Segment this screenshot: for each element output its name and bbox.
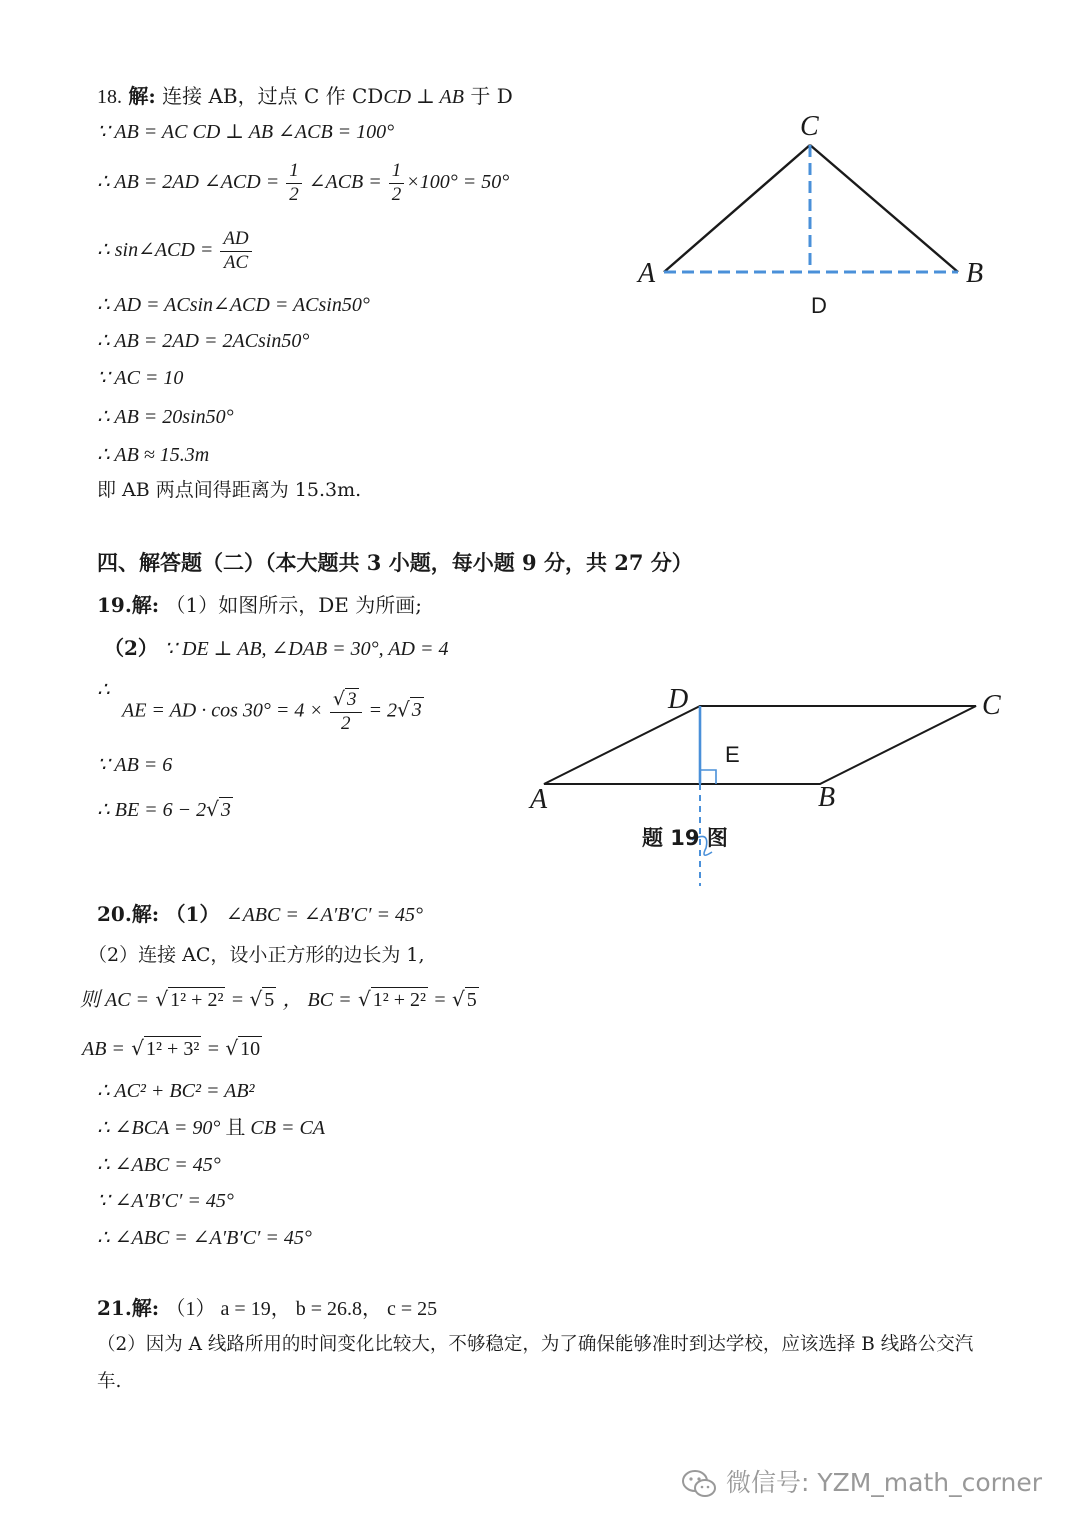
q18-triangle-figure <box>620 100 1020 320</box>
q19-part2-math: ∵ DE ⊥ AB, ∠DAB = 30°, AD = 4 <box>164 638 449 660</box>
figure-caption: 题 19 图 <box>642 826 728 850</box>
side-cb <box>810 145 958 272</box>
q20-part1-label: （1） <box>165 902 220 926</box>
section4-heading: 四、解答题（二）（本大题共 3 小题，每小题 9 分，共 27 分） <box>97 550 693 575</box>
q19-part1-line <box>97 595 422 615</box>
q20-step4: ∵ ∠A′B′C′ = 45° <box>97 1190 234 1212</box>
q18-step3-a: ∴ sin∠ACD = <box>97 238 214 261</box>
q20-part1-line <box>97 904 423 925</box>
label-b: B <box>966 258 984 289</box>
watermark <box>680 1463 1042 1501</box>
q19-be-sqrt3: 3 <box>220 799 231 821</box>
q18-step2-c: ×100° = 50° <box>406 170 510 193</box>
q20-step1: ∴ AC² + BC² = AB² <box>97 1080 255 1102</box>
q20-step2: ∴ ∠BCA = 90° 且 CB = CA <box>97 1117 325 1139</box>
q20-part2: （2）连接 AC，设小正方形的边长为 1, <box>88 944 425 966</box>
q21-part2-line2: 车. <box>97 1371 122 1392</box>
label-b: B <box>818 782 836 813</box>
q20-ab-line: AB = √ 1² + 3² = √ 10 <box>82 1036 261 1060</box>
q19-ae-sqrt3: 3 <box>411 699 422 722</box>
q19-part2-line <box>104 638 448 659</box>
q19-parallelogram-figure <box>510 680 1030 890</box>
q20-ab-radicand: 1² + 3² <box>146 1038 200 1060</box>
q19-step3: ∴ BE = 6 − 2√ 3 <box>97 797 231 821</box>
q18-step2-a: ∴ AB = 2AD ∠ACD = <box>97 170 280 193</box>
q18-half-frac-1: $\frac{1}{2}$ <box>286 160 302 207</box>
q19-ae-a: AE = AD · cos 30° = 4 × <box>122 699 323 722</box>
q18-title-text: 连接 AB，过点 C 作 CD <box>162 84 384 108</box>
label-d: D <box>811 293 827 318</box>
q19-label: 19.解: <box>97 593 160 617</box>
q19-step2: ∵ AB = 6 <box>97 754 173 776</box>
q20-step3: ∴ ∠ABC = 45° <box>97 1154 221 1176</box>
q19-ae-b: = 2 <box>368 699 397 722</box>
label-e: E <box>725 742 740 767</box>
q18-number: 18. <box>97 86 122 108</box>
q18-step2-b: ∠ACB = <box>308 170 382 193</box>
q18-step4: ∴ AD = ACsin∠ACD = ACsin50° <box>97 294 370 316</box>
q20-ac-bc-line: 则 AC = √ 1² + 2² = √ 5 ， BC = √ 1² + 2² = √ 5 <box>80 987 477 1011</box>
q18-title-math: CD ⊥ AB <box>383 86 464 108</box>
q20-ab-result: 10 <box>240 1038 261 1060</box>
q18-step7: ∴ AB = 20sin50° <box>97 406 234 428</box>
label-a: A <box>638 258 656 289</box>
q18-step6: ∵ AC = 10 <box>97 367 184 389</box>
q20-bc-radicand: 1² + 2² <box>372 989 427 1011</box>
watermark-text: 微信号: YZM_math_corner <box>725 1468 1042 1497</box>
label-a: A <box>530 784 548 815</box>
q18-label: 解: <box>128 84 156 108</box>
q18-step3 <box>97 228 254 275</box>
parallelogram-abcd <box>544 706 976 784</box>
q19-ae-line: AE = AD · cos 30° = 4 × $\frac{√ 3}{2}$ = 2√ 3 <box>122 688 422 734</box>
q20-bc-result: 5 <box>466 989 477 1011</box>
q20-label: 20.解: <box>97 902 160 926</box>
q19-be-a: ∴ BE = 6 − 2 <box>97 799 207 821</box>
right-angle-mark <box>700 770 716 784</box>
q18-conclusion: 即 AB 两点间得距离为 15.3m. <box>97 479 362 501</box>
q18-half-frac-2: $\frac{1}{2}$ <box>389 160 405 207</box>
label-d: D <box>668 684 689 715</box>
q18-ad-over-ac: $\frac{AD}{AC}$ <box>220 228 251 275</box>
q19-therefore: ∴ <box>97 679 110 701</box>
q20-bc-a: ， BC = <box>282 989 352 1011</box>
q20-ac-a: 则 AC = <box>80 989 150 1011</box>
label-c: C <box>982 690 1001 721</box>
q20-ab-a: AB = <box>82 1038 125 1060</box>
q18-step5: ∴ AB = 2AD = 2ACsin50° <box>97 330 310 352</box>
q18-title <box>97 86 513 107</box>
q21-part1: （1） a = 19， b = 26.8， c = 25 <box>165 1298 438 1320</box>
side-ca <box>664 145 810 272</box>
q21-label: 21.解: <box>97 1296 160 1320</box>
q20-step5: ∴ ∠ABC = ∠A′B′C′ = 45° <box>97 1227 312 1249</box>
q19-sqrt3-over-2: $\frac{√ 3}{2}$ <box>330 688 362 736</box>
q21-part2-line1: （2）因为 A 线路所用的时间变化比较大，不够稳定，为了确保能够准时到达学校，应该选择 B 线路公交汽 <box>97 1334 974 1355</box>
q19-part1: （1）如图所示，DE 为所画; <box>165 593 423 617</box>
q20-part1-math: ∠ABC = ∠A′B′C′ = 45° <box>225 904 424 926</box>
q18-step8: ∴ AB ≈ 15.3m <box>97 444 210 466</box>
wechat-icon <box>680 1467 718 1501</box>
q21-part1-line <box>97 1298 437 1319</box>
q18-step2 <box>97 160 509 207</box>
q20-ac-result: 5 <box>264 989 275 1011</box>
q18-step1: ∵ AB = AC CD ⊥ AB ∠ACB = 100° <box>97 121 395 143</box>
q19-part2-label: （2） <box>104 636 158 660</box>
label-c: C <box>800 111 819 142</box>
q18-title-tail: 于 D <box>470 84 513 108</box>
q20-ac-radicand: 1² + 2² <box>170 989 224 1011</box>
